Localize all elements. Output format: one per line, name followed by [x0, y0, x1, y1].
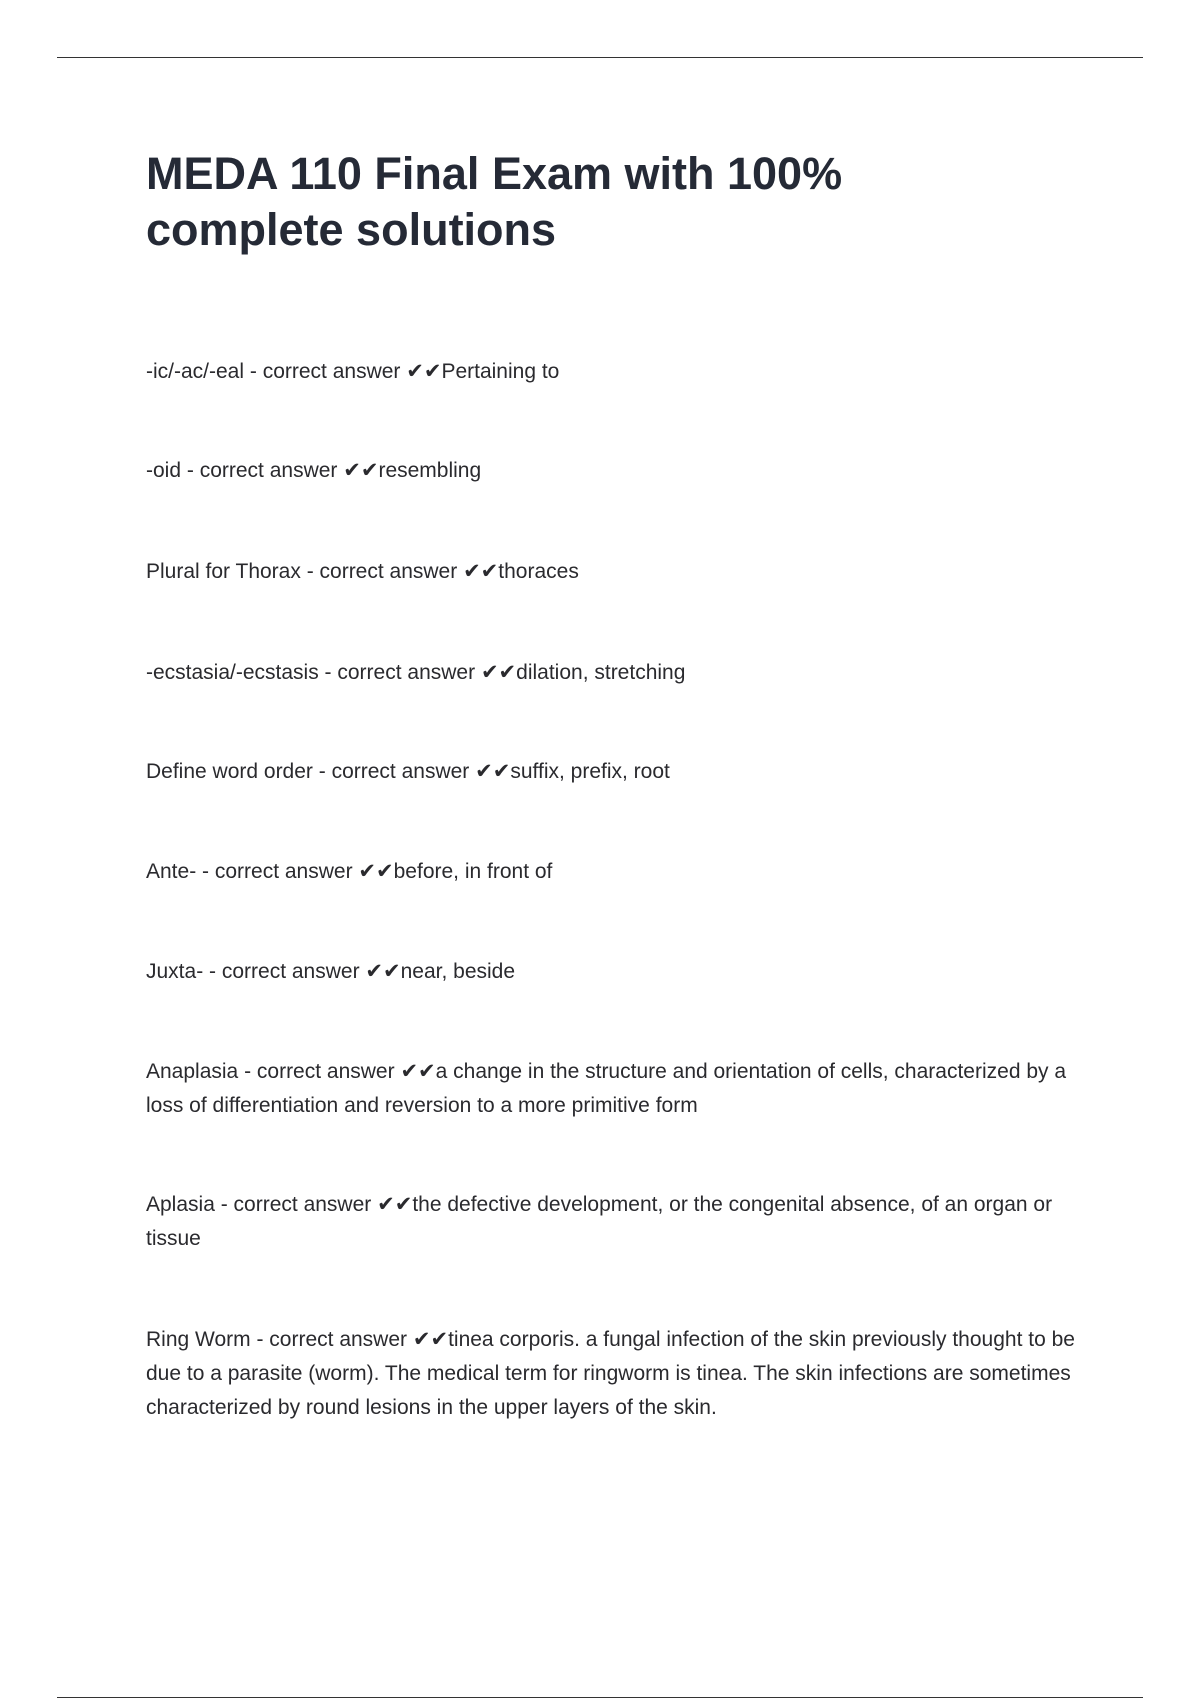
qa-term: Ante- — [146, 860, 197, 883]
check-marks-icon: ✔✔ — [406, 360, 442, 383]
qa-term: -ic/-ac/-eal — [146, 360, 245, 383]
qa-separator: - correct answer — [238, 1060, 401, 1083]
check-marks-icon: ✔✔ — [400, 1060, 436, 1083]
qa-term: Aplasia — [146, 1193, 215, 1216]
check-marks-icon: ✔✔ — [475, 760, 511, 783]
check-marks-icon: ✔✔ — [463, 560, 499, 583]
qa-term: Juxta- — [146, 960, 204, 983]
qa-term: Anaplasia — [146, 1060, 239, 1083]
qa-answer: tinea corporis. a fungal infection of the skin previously thought to be due to a parasite (worm). The medical term for ringworm is tinea. The skin infections are sometimes characterized by round lesions in the upper layers of the skin. — [146, 1328, 1075, 1419]
qa-answer: a change in the structure and orientation of cells, characterized by a loss of differentiation and reversion to a more primitive form — [146, 1060, 1067, 1117]
check-marks-icon: ✔✔ — [377, 1193, 413, 1216]
qa-answer: dilation, stretching — [516, 661, 686, 684]
qa-term: Plural for Thorax — [146, 560, 301, 583]
qa-answer: near, beside — [400, 960, 516, 983]
check-marks-icon: ✔✔ — [365, 960, 401, 983]
qa-separator: - correct answer — [318, 661, 481, 684]
qa-item — [146, 555, 1086, 589]
qa-item — [146, 656, 1086, 690]
check-marks-icon: ✔✔ — [343, 459, 379, 482]
qa-term: Ring Worm — [146, 1328, 251, 1351]
qa-item — [146, 355, 1086, 389]
qa-term: -oid — [146, 459, 182, 482]
qa-item — [146, 454, 1086, 488]
qa-separator: - correct answer — [196, 860, 359, 883]
qa-term: -ecstasia/-ecstasis — [146, 661, 319, 684]
qa-answer: the defective development, or the congenital absence, of an organ or tissue — [146, 1193, 1053, 1250]
qa-item — [146, 1055, 1086, 1123]
qa-separator: - correct answer — [203, 960, 366, 983]
qa-answer: suffix, prefix, root — [510, 760, 670, 783]
page-title: MEDA 110 Final Exam with 100% complete solutions — [146, 148, 843, 255]
qa-item — [146, 1188, 1086, 1256]
qa-answer: resembling — [378, 459, 482, 482]
bottom-rule — [57, 1697, 1143, 1698]
qa-separator: - correct answer — [250, 1328, 413, 1351]
check-marks-icon: ✔✔ — [358, 860, 394, 883]
qa-separator: - correct answer — [181, 459, 344, 482]
qa-separator: - correct answer — [244, 360, 407, 383]
qa-item — [146, 1323, 1086, 1425]
qa-separator: - correct answer — [300, 560, 464, 583]
qa-separator: - correct answer — [214, 1193, 378, 1216]
check-marks-icon: ✔✔ — [412, 1328, 449, 1351]
qa-item — [146, 955, 1086, 989]
qa-term: Define word order — [146, 760, 313, 783]
top-rule — [57, 57, 1143, 58]
qa-answer: thoraces — [498, 560, 579, 583]
qa-separator: - correct answer — [312, 760, 476, 783]
qa-item — [146, 855, 1086, 889]
check-marks-icon: ✔✔ — [480, 661, 517, 684]
qa-answer: Pertaining to — [441, 360, 560, 383]
qa-item — [146, 755, 1086, 789]
qa-answer: before, in front of — [393, 860, 553, 883]
